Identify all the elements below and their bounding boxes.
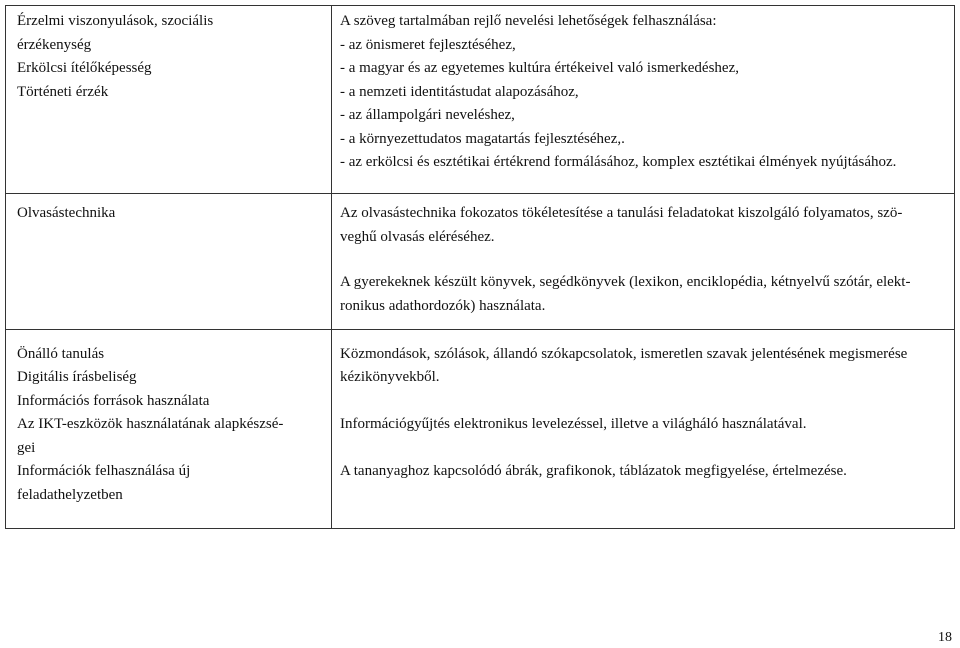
competency-line: gei [17,440,36,456]
competency-line: Történeti érzék [17,84,109,100]
content-line: Információgyűjtés elektronikus levelezéssel, illetve a világháló használatával. [340,416,807,432]
content-line: A tananyaghoz kapcsolódó ábrák, grafikonok, táblázatok megfigyelése, értelmezése. [340,463,847,479]
competency-line: Információs források használata [17,393,210,409]
competency-line: Erkölcsi ítélőképesség [17,60,152,76]
content-line: Az olvasástechnika fokozatos tökéletesítése a tanulási feladatokat kiszolgáló folyamatos, szö- [340,205,903,221]
content-line: ronikus adathordozók) használata. [340,298,546,314]
content-line: A szöveg tartalmában rejlő nevelési lehetőségek felhasználása: [340,13,717,29]
content-line: - a nemzeti identitástudat alapozásához, [340,84,579,100]
table-row [6,330,954,528]
competency-cell [6,330,332,528]
content-line: - az önismeret fejlesztéséhez, [340,37,516,53]
content-line: kézikönyvekből. [340,369,440,385]
page-number: 18 [938,630,952,645]
table-row [6,6,954,194]
competency-line: érzékenység [17,37,92,53]
content-line: - az erkölcsi és esztétikai értékrend formálásához, komplex esztétikai élmények nyújtásához. [340,154,897,170]
competency-line: Digitális írásbeliség [17,369,137,385]
curriculum-table [5,5,955,529]
content-line: - a környezettudatos magatartás fejlesztéséhez,. [340,131,625,147]
content-cell [332,330,954,528]
competency-line: Érzelmi viszonyulások, szociális [17,13,214,29]
competency-line: Olvasástechnika [17,205,116,221]
competency-cell [6,194,332,329]
content-line: - a magyar és az egyetemes kultúra értékeivel való ismerkedéshez, [340,60,739,76]
content-line: veghű olvasás eléréséhez. [340,229,495,245]
content-line: A gyerekeknek készült könyvek, segédkönyvek (lexikon, enciklopédia, kétnyelvű szótár, elekt- [340,274,911,290]
competency-line: Önálló tanulás [17,346,105,362]
content-cell [332,194,954,329]
competency-line: Információk felhasználása új [17,463,191,479]
competency-line: Az IKT-eszközök használatának alapkészsé- [17,416,284,432]
table-row [6,194,954,330]
content-line: - az állampolgári neveléshez, [340,107,515,123]
content-cell [332,6,954,193]
content-line: Közmondások, szólások, állandó szókapcsolatok, ismeretlen szavak jelentésének megismerése [340,346,908,362]
competency-cell [6,6,332,193]
competency-line: feladathelyzetben [17,487,123,503]
